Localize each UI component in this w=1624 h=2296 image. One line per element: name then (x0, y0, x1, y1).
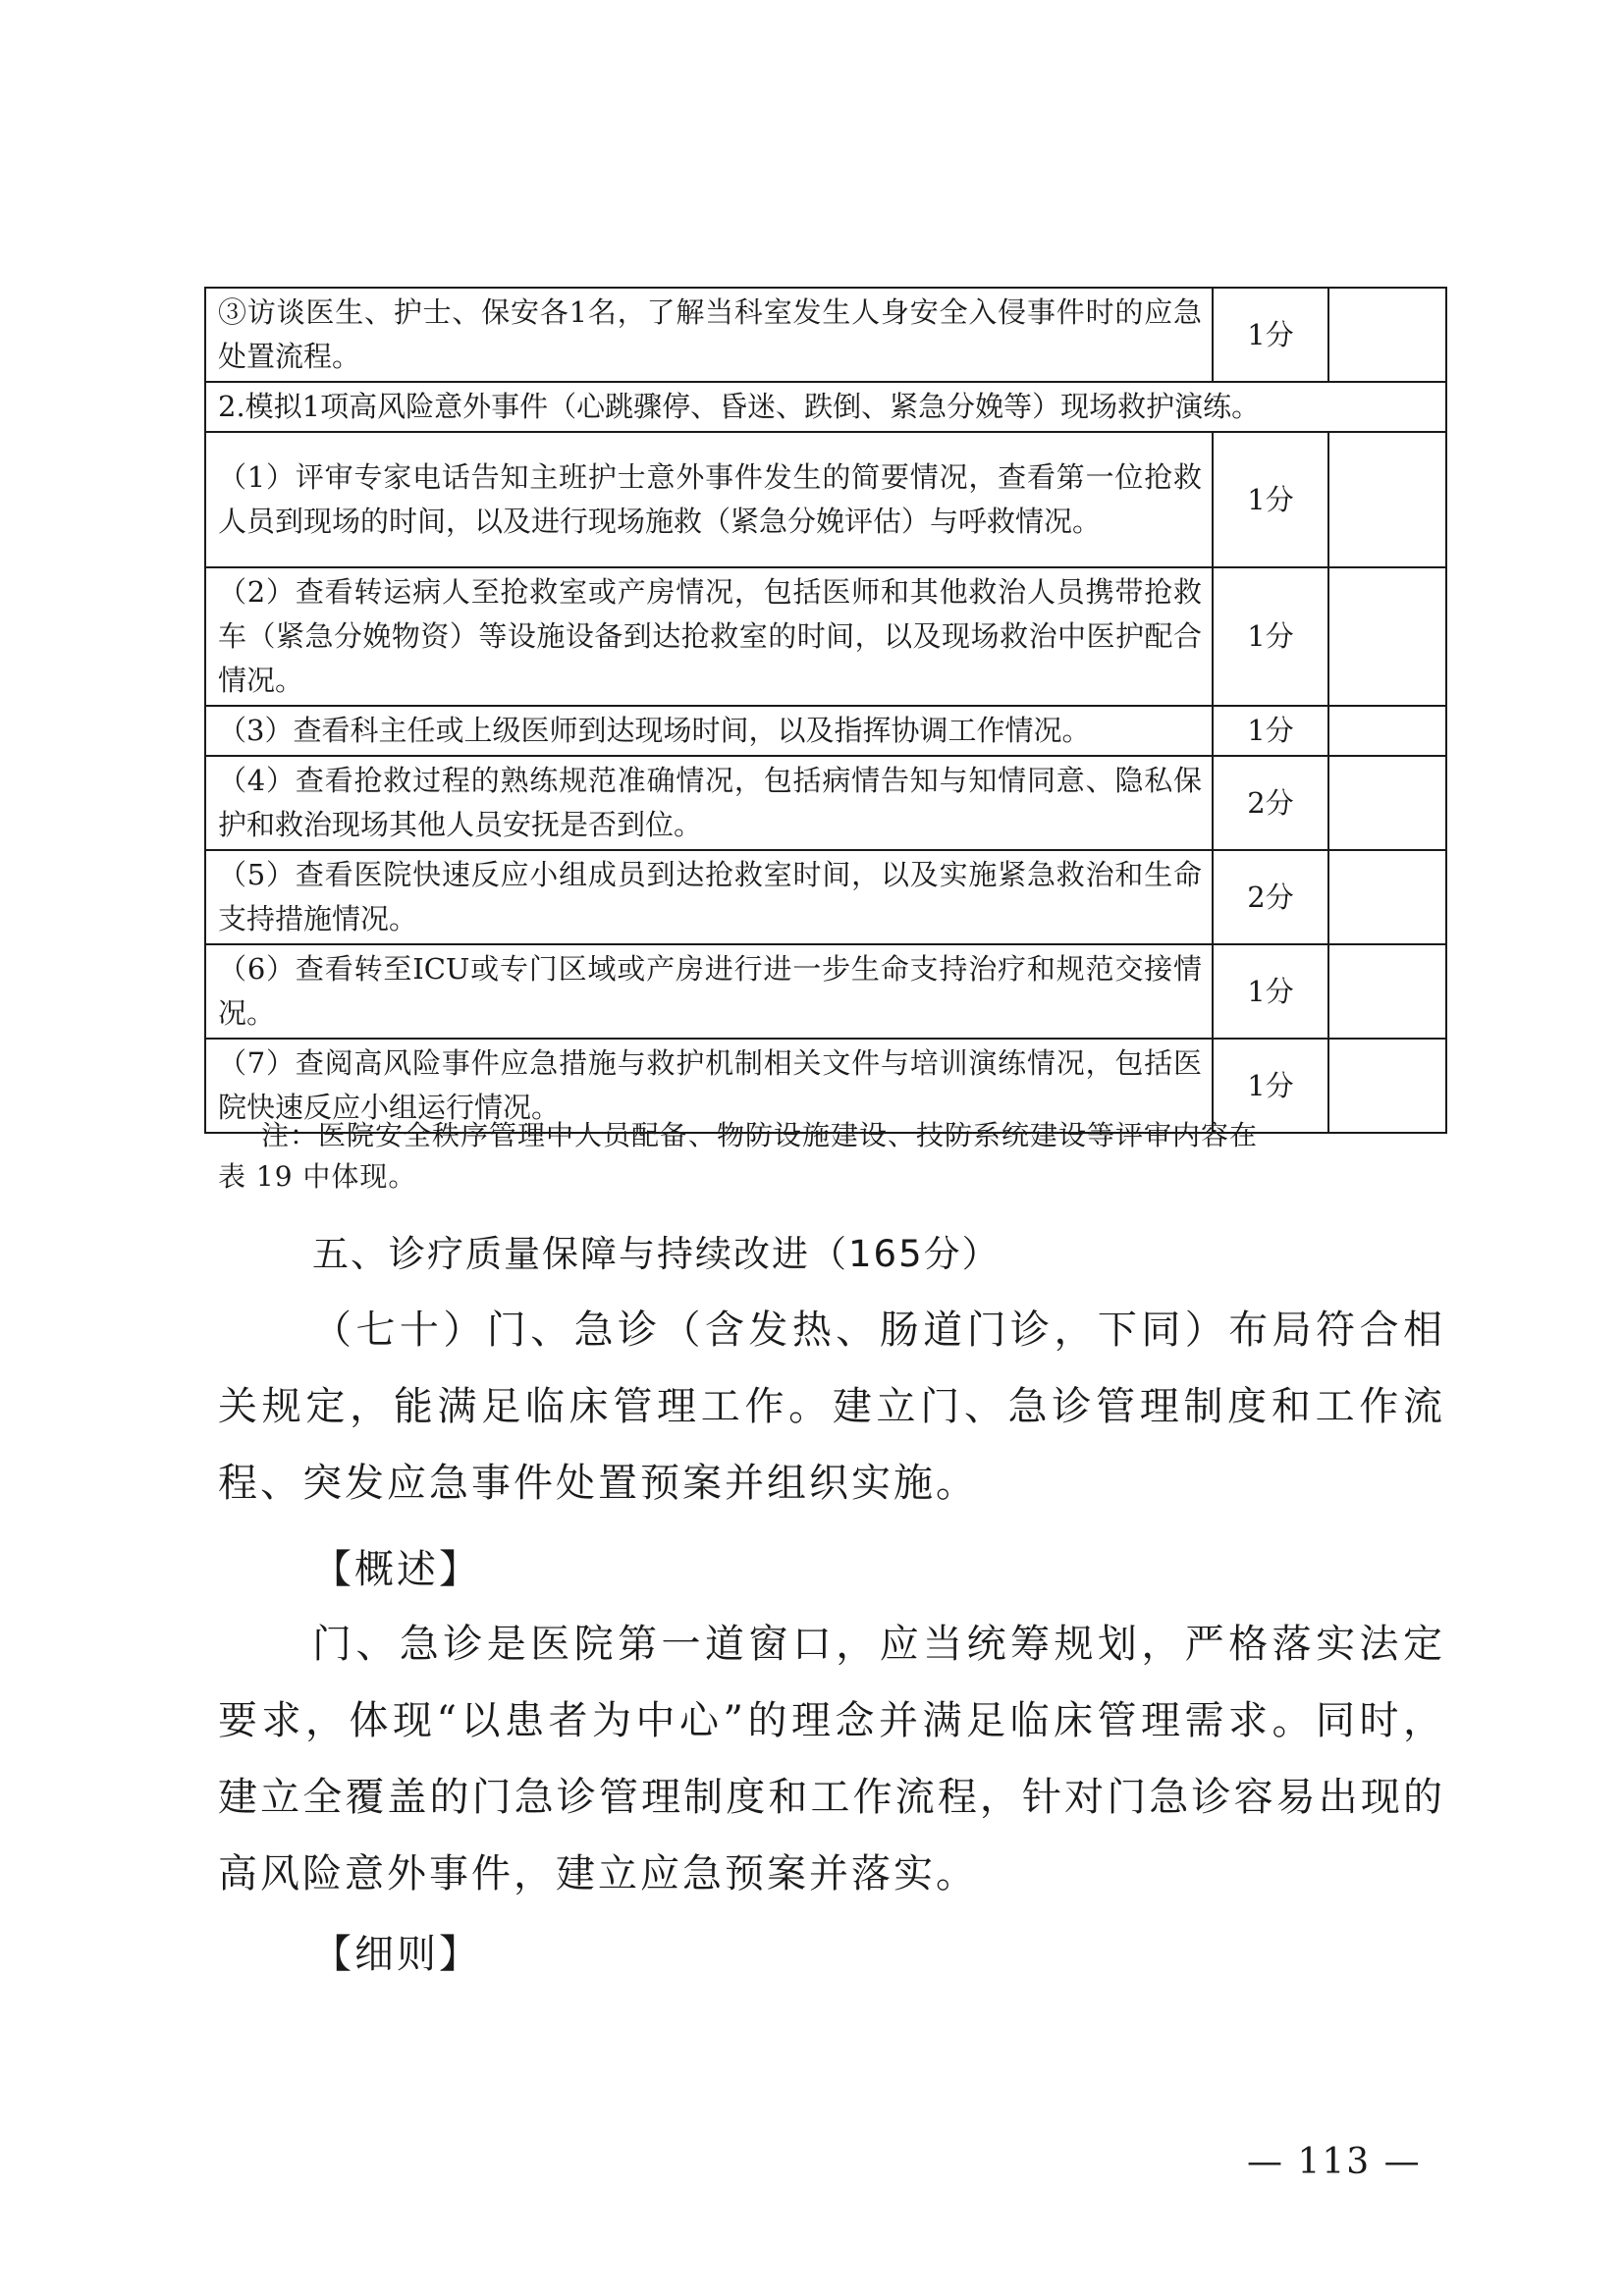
blank-cell (1328, 756, 1446, 850)
table-note (218, 1115, 1445, 1198)
score-cell: 2分 (1213, 850, 1328, 944)
scoring-table (204, 287, 1447, 1134)
table-row (205, 382, 1446, 432)
criterion-text: （6）查看转至ICU或专门区域或产房进行进一步生命支持治疗和规范交接情况。 (205, 944, 1213, 1039)
table-row (205, 288, 1446, 382)
table-row (205, 432, 1446, 567)
blank-cell (1328, 850, 1446, 944)
score-cell: 2分 (1213, 756, 1328, 850)
criterion-text: （3）查看科主任或上级医师到达现场时间，以及指挥协调工作情况。 (205, 706, 1213, 756)
criterion-text: （5）查看医院快速反应小组成员到达抢救室时间，以及实施紧急救治和生命支持措施情况。 (205, 850, 1213, 944)
criterion-text: （7）查阅高风险事件应急措施与救护机制相关文件与培训演练情况，包括医院快速反应小组运行情况。 (205, 1039, 1213, 1133)
score-cell: 1分 (1213, 706, 1328, 756)
score-cell: 1分 (1213, 432, 1328, 567)
overview-heading: 【概述】 (312, 1547, 481, 1592)
criterion-text: ③访谈医生、护士、保安各1名，了解当科室发生人身安全入侵事件时的应急处置流程。 (205, 288, 1213, 382)
table-row (205, 706, 1446, 756)
overview-paragraph: 门、急诊是医院第一道窗口，应当统筹规划，严格落实法定要求，体现“以患者为中心”的理念并满足临床管理需求。同时，建立全覆盖的门急诊管理制度和工作流程，针对门急诊容易出现的高风险意外事件，建立应急预案并落实。 (218, 1622, 1445, 1896)
note-line-2: 表 19 中体现。 (218, 1160, 417, 1193)
score-cell: 1分 (1213, 288, 1328, 382)
score-cell: 1分 (1213, 1039, 1328, 1133)
criterion-text: （2）查看转运病人至抢救室或产房情况，包括医师和其他救治人员携带抢救车（紧急分娩物资）等设施设备到达抢救室的时间，以及现场救治中医护配合情况。 (205, 567, 1213, 706)
blank-cell (1328, 944, 1446, 1039)
article-paragraph: （七十）门、急诊（含发热、肠道门诊，下同）布局符合相关规定，能满足临床管理工作。建立门、急诊管理制度和工作流程、突发应急事件处置预案并组织实施。 (218, 1308, 1445, 1506)
table-row (205, 567, 1446, 706)
score-cell: 1分 (1213, 567, 1328, 706)
score-cell: 1分 (1213, 944, 1328, 1039)
detail-heading: 【细则】 (312, 1932, 481, 1977)
table-row (205, 850, 1446, 944)
table-row (205, 944, 1446, 1039)
blank-cell (1328, 288, 1446, 382)
table-row (205, 756, 1446, 850)
criterion-text: （1）评审专家电话告知主班护士意外事件发生的简要情况，查看第一位抢救人员到现场的时间，以及进行现场施救（紧急分娩评估）与呼救情况。 (205, 432, 1213, 567)
criterion-text: （4）查看抢救过程的熟练规范准确情况，包括病情告知与知情同意、隐私保护和救治现场其他人员安抚是否到位。 (205, 756, 1213, 850)
section-heading: 五、诊疗质量保障与持续改进（165分） (312, 1233, 1001, 1275)
blank-cell (1328, 567, 1446, 706)
blank-cell (1328, 706, 1446, 756)
section-row-text: 2.模拟1项高风险意外事件（心跳骤停、昏迷、跌倒、紧急分娩等）现场救护演练。 (205, 382, 1446, 432)
blank-cell (1328, 432, 1446, 567)
note-line-1: 注：医院安全秩序管理中人员配备、物防设施建设、技防系统建设等评审内容在 (261, 1119, 1259, 1151)
page-number: — 113 — (1247, 2142, 1422, 2182)
